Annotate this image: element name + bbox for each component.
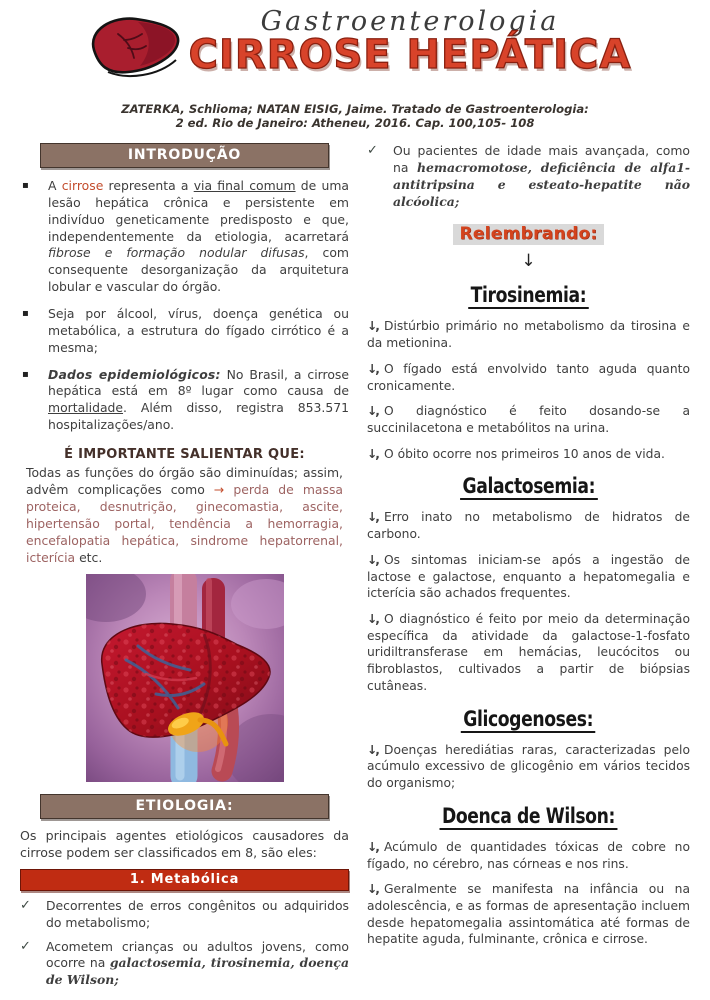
down-arrow-marker-icon: ↓, — [367, 319, 378, 334]
right-column — [367, 143, 690, 989]
citation-line-1: ZATERKA, Schlioma; NATAN EISIG, Jaime. Tratado de Gastroenterologia: — [121, 102, 589, 116]
important-note-text: Todas as funções do órgão são diminuídas; assim, advêm complicações como → perda de massa proteica, desnutrição, ginecomastia, ascite, hipertensão portal, tendência a hemorragia, encefalopatia hepática, sindrome hepatorrenal, icterícia etc. — [26, 465, 343, 565]
glicogenoses-notes — [367, 742, 690, 792]
section-header-introducao: INTRODUÇÃO — [40, 143, 330, 168]
bibliographic-citation — [20, 102, 690, 131]
cirrhotic-liver-illustration — [20, 574, 349, 786]
note-text: Geralmente se manifesta na infância ou na adolescência, e as formas de apresentação incluem desde hepatomegalia assintomática até formas de hepatite aguda, fulminante, crônica e cirrose. — [367, 882, 690, 947]
down-arrow-marker-icon: ↓, — [367, 446, 378, 461]
intro-bullet-list — [20, 178, 349, 434]
check-text: Decorrentes de erros congênitos ou adquiridos do metabolismo; — [46, 897, 349, 930]
checkmark-icon: ✓ — [20, 897, 31, 913]
note-item — [367, 552, 690, 602]
left-column — [20, 143, 349, 989]
metabolica-check-list — [20, 898, 349, 989]
page-title: CIRROSE HEPÁTICA — [188, 32, 632, 78]
check-item — [20, 898, 349, 932]
note-item — [367, 318, 690, 351]
down-arrow-marker-icon: ↓, — [367, 612, 378, 627]
bullet-item — [20, 367, 349, 434]
note-text: Os sintomas iniciam-se após a ingestão de lactose e galactose, enquanto a hepatomegalia e icterícia são achados frequentes. — [367, 552, 690, 601]
note-item — [367, 611, 690, 695]
liver-logo-icon — [88, 10, 188, 94]
checkmark-icon: ✓ — [20, 938, 31, 954]
note-text: O diagnóstico é feito por meio da determinação específica da atividade da galactose-1-fosfato uridiltransferase em hemácias, leucócitos ou fibroblastos, cultivados a partir de biópsias cutâneas. — [367, 612, 690, 693]
citation-line-2: 2 ed. Rio de Janeiro: Atheneu, 2016. Cap. 100,105- 108 — [175, 116, 535, 131]
bullet-item — [20, 178, 349, 296]
header — [20, 8, 690, 96]
square-bullet-icon: ▪ — [22, 368, 29, 380]
down-arrow-marker-icon: ↓, — [367, 404, 378, 419]
check-item-advanced-age — [367, 143, 690, 210]
note-item — [367, 742, 690, 792]
note-text: O óbito ocorre nos primeiros 10 anos de vida. — [383, 446, 665, 461]
note-item — [367, 881, 690, 948]
square-bullet-icon: ▪ — [22, 179, 29, 191]
down-arrow-marker-icon: ↓, — [367, 361, 378, 376]
content-columns — [20, 143, 690, 989]
important-note-title: É IMPORTANTE SALIENTAR QUE: — [64, 447, 305, 462]
note-item — [367, 361, 690, 394]
note-item — [367, 509, 690, 542]
check-text: Acometem crianças ou adultos jovens, como ocorre na galactosemia, tirosinemia, doença de Wilson; — [46, 938, 349, 988]
bullet-item — [20, 306, 349, 357]
note-text: Doenças herediátias raras, caracterizadas pelo acúmulo excessivo de glicogênio em vários tecidos do organismo; — [367, 742, 690, 791]
down-arrow-marker-icon: ↓, — [367, 552, 378, 567]
note-text: Erro inato no metabolismo de hidratos de carbono. — [367, 510, 690, 542]
relembrando-wrap — [367, 224, 690, 245]
down-arrow-icon: ↓ — [521, 251, 536, 272]
note-item — [367, 839, 690, 872]
heading-tirosinemia: Tirosinemia: — [367, 283, 690, 309]
note-text: O diagnóstico é feito dosando-se a succinilacetona e metabólitos na urina. — [367, 404, 690, 435]
section-header-etiologia: ETIOLOGIA: — [40, 794, 330, 819]
note-text: Distúrbio primário no metabolismo da tirosina e da metionina. — [367, 319, 690, 351]
galactosemia-notes — [367, 509, 690, 694]
check-item — [20, 939, 349, 990]
tirosinemia-notes — [367, 318, 690, 462]
note-text: O fígado está envolvido tanto aguda quanto cronicamente. — [367, 361, 690, 393]
checkmark-icon: ✓ — [367, 142, 378, 158]
down-arrow-marker-icon: ↓, — [367, 882, 378, 897]
subsection-header-metabolica: 1. Metabólica — [20, 869, 349, 891]
down-arrow-marker-icon: ↓, — [367, 742, 378, 757]
down-arrow-marker-icon: ↓, — [367, 839, 378, 854]
relembrando-highlight: Relembrando: — [453, 224, 603, 245]
etiologia-intro-text: Os principais agentes etiológicos causadores da cirrose podem ser classificados em 8, são eles: — [20, 827, 349, 860]
check-text: Ou pacientes de idade mais avançada, como na hemacromotose, deficiência de alfa1-antitripsina e esteato-hepatite não alcóolica; — [393, 142, 690, 209]
course-script-title: Gastroenterologia — [260, 6, 560, 37]
bullet-text: Dados epidemiológicos: No Brasil, a cirrose hepática está em 8º lugar como causa de mortalidade. Além disso, registra 853.571 hospitalizações/ano. — [48, 366, 349, 433]
heading-galactosemia: Galactosemia: — [367, 474, 690, 500]
down-arrow-marker-icon: ↓, — [367, 510, 378, 525]
heading-glicogenoses: Glicogenoses: — [367, 707, 690, 733]
square-bullet-icon: ▪ — [22, 307, 29, 319]
bullet-text: A cirrose representa a via final comum de uma lesão hepática crônica e persistente em indivíduo geneticamente predisposto e que, independentemente da etiologia, acarretará fibrose e formação nodular difusas, com consequente desorganização da arquitetura lobular e vascular do órgão. — [48, 177, 350, 295]
bullet-text: Seja por álcool, vírus, doença genética ou metabólica, a estrutura do fígado cirrótico é a mesma; — [48, 305, 349, 355]
note-text: Acúmulo de quantidades tóxicas de cobre no fígado, no cérebro, nas córneas e nos rins. — [367, 839, 690, 871]
note-item — [367, 446, 690, 463]
heading-doenca-de-wilson: Doenca de Wilson: — [367, 804, 690, 830]
wilson-notes — [367, 839, 690, 948]
note-item — [367, 403, 690, 436]
